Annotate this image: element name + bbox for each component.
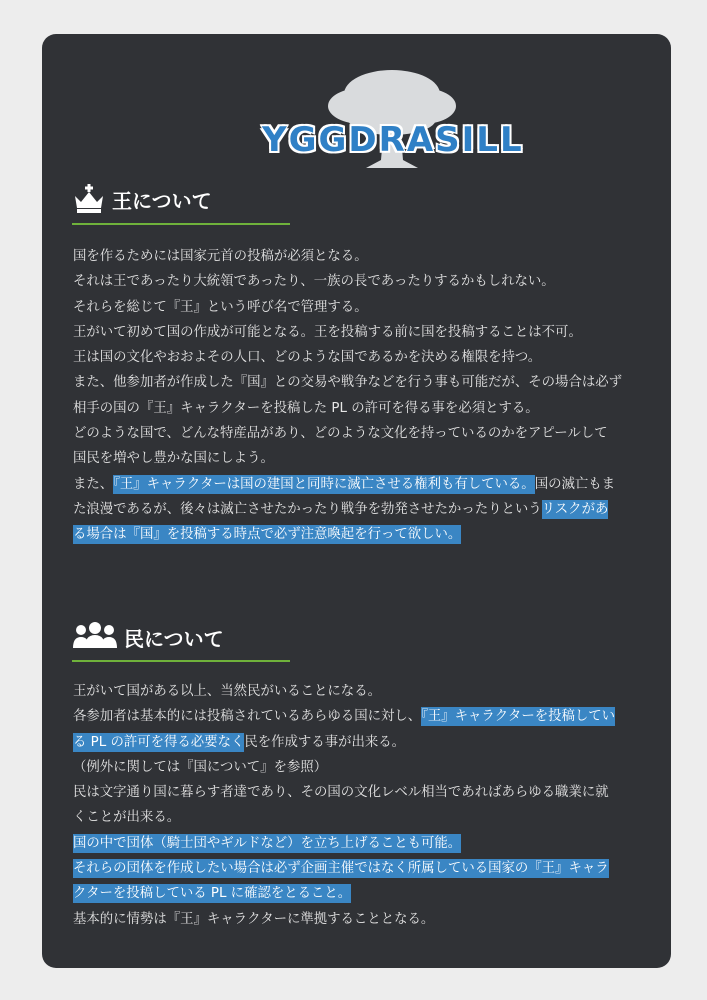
text-segment: た浪漫であるが、後々は滅亡させたかったり戦争を勃発させたかったりという — [73, 501, 542, 517]
section-people-underline — [72, 660, 290, 662]
text-segment: また、 — [73, 476, 114, 492]
text-segment: 民を作成する事が出来る。 — [244, 734, 406, 750]
section-king-title: 王について — [112, 188, 212, 213]
text-line — [73, 730, 643, 755]
content-card — [42, 34, 671, 968]
text-line — [73, 704, 643, 729]
section-king-underline — [72, 223, 290, 225]
text-segment: 各参加者は基本的には投稿されているあらゆる国に対し、 — [73, 709, 422, 725]
text-line: 国民を増やし豊かな国にしよう。 — [73, 451, 274, 467]
logo-text: YGGDRASILL — [262, 120, 524, 160]
section-king-body — [73, 244, 643, 548]
text-line — [73, 522, 643, 547]
text-line: また、他参加者が作成した『国』との交易や戦争などを行う事も可能だが、その場合は必ず — [73, 375, 623, 391]
text-line — [73, 831, 643, 856]
text-line — [73, 856, 643, 881]
text-line: 王がいて初めて国の作成が可能となる。王を投稿する前に国を投稿することは不可。 — [73, 324, 582, 340]
highlighted-text: 『王』キャラクターを投稿してい — [421, 709, 616, 725]
text-line — [73, 497, 643, 522]
highlighted-text: る場合は『国』を投稿する時点で必ず注意喚起を行って欲しい。 — [73, 527, 462, 543]
yggdrasill-logo — [262, 64, 522, 174]
highlighted-text: クターを投稿している PL に確認をとること。 — [73, 886, 352, 902]
text-line: 基本的に情勢は『王』キャラクターに準拠することとなる。 — [73, 911, 435, 927]
text-line — [73, 472, 643, 497]
text-line: くことが出来る。 — [73, 810, 181, 826]
text-line: 王がいて国がある以上、当然民がいることになる。 — [73, 684, 381, 699]
text-line: 国を作るためには国家元首の投稿が必須となる。 — [73, 249, 368, 264]
people-icon — [72, 622, 118, 652]
text-line — [73, 881, 643, 906]
text-line: 民は文字通り国に暮らす者達であり、その国の文化レベル相当であればあらゆる職業に就 — [73, 785, 609, 801]
section-people-header — [72, 622, 224, 652]
highlighted-text: 国の中で団体（騎士団やギルドなど）を立ち上げることも可能。 — [73, 835, 462, 851]
section-people-title: 民について — [124, 626, 224, 651]
text-line: 王は国の文化やおおよその人口、どのような国であるかを決める権限を持つ。 — [73, 350, 542, 366]
text-line: （例外に関しては『国について』を参照） — [73, 759, 328, 775]
crown-icon — [72, 184, 106, 214]
text-line: 相手の国の『王』キャラクターを投稿した PL の許可を得る事を必須とする。 — [73, 400, 539, 416]
section-king-header — [72, 184, 212, 214]
text-segment: 国の滅亡もま — [534, 476, 616, 492]
highlighted-text: それらの団体を作成したい場合は必ず企画主催ではなく所属している国家の『王』キャラ — [73, 861, 609, 877]
text-line: どのような国で、どんな特産品があり、どのような文化を持っているのかをアピールして — [73, 426, 608, 442]
highlighted-text: 『王』キャラクターは国の建国と同時に滅亡させる権利も有している。 — [113, 476, 535, 492]
text-line: それは王であったり大統領であったり、一族の長であったりするかもしれない。 — [73, 274, 555, 290]
section-people-body — [73, 679, 643, 932]
highlighted-text: る PL の許可を得る必要なく — [73, 734, 245, 750]
highlighted-text: リスクがあ — [541, 501, 609, 517]
text-line: それらを総じて『王』という呼び名で管理する。 — [73, 299, 368, 315]
